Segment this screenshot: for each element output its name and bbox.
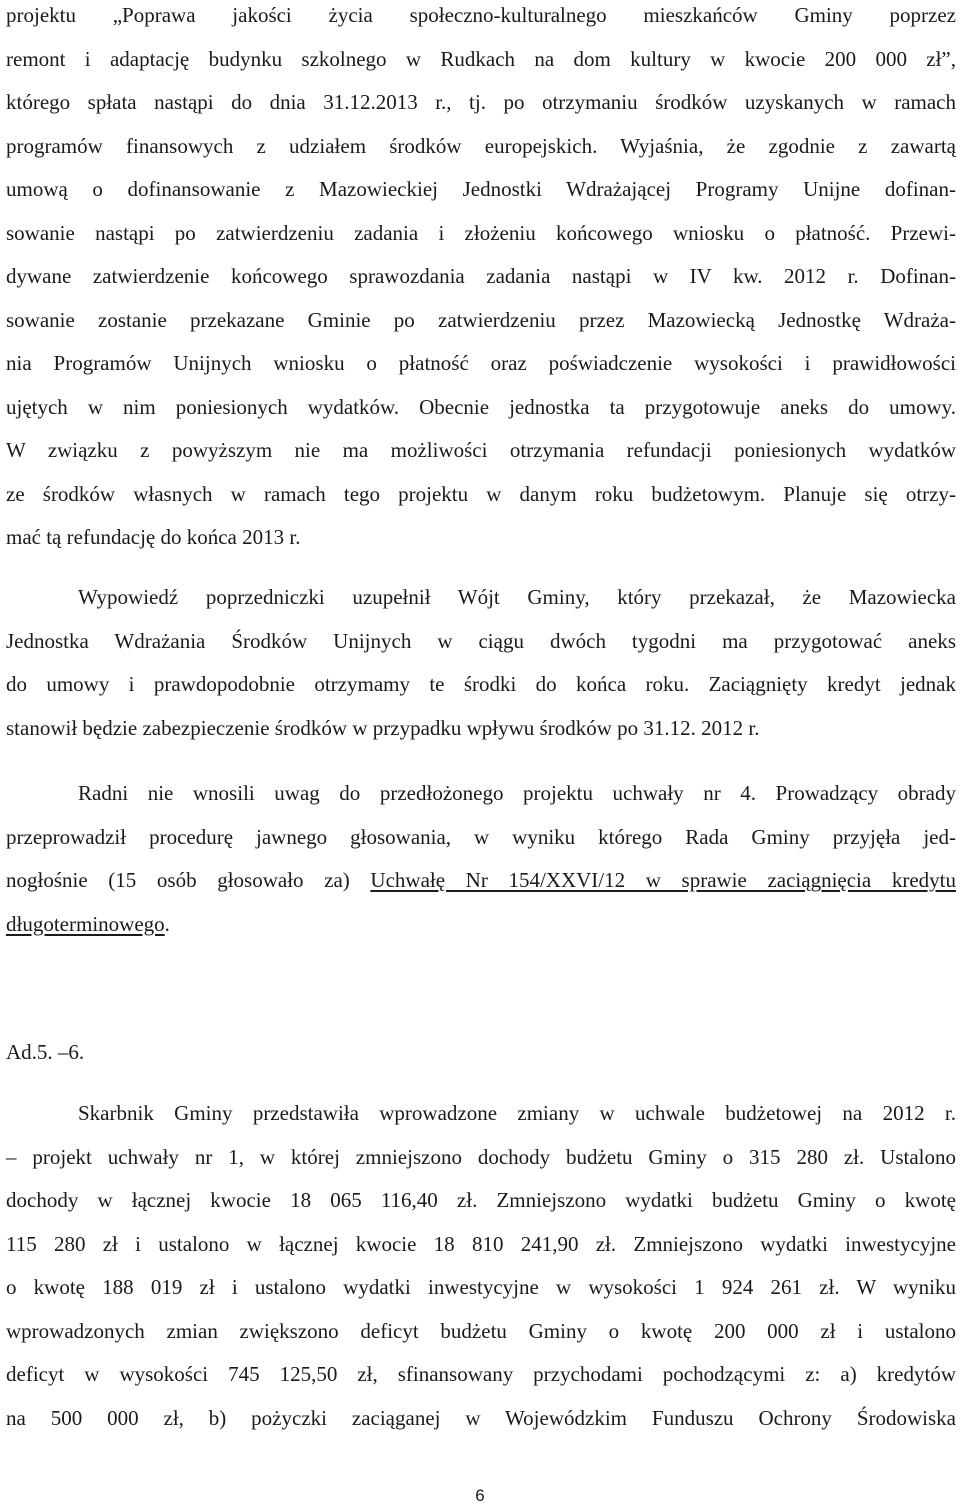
resolution-reference-continued: długoterminowego [6, 911, 165, 936]
text-line: sowanie zostanie przekazane Gminie po zatwierdzeniu przez Mazowiecką Jednostkę Wdraża- [6, 307, 956, 332]
text-line: – projekt uchwały nr 1, w której zmniejszono dochody budżetu Gminy o 315 280 zł. Ustalono [6, 1144, 956, 1169]
text-line: którego spłata nastąpi do dnia 31.12.2013 r., tj. po otrzymaniu środków uzyskanych w ramach [6, 90, 956, 114]
text-line: do umowy i prawdopodobnie otrzymamy te środki do końca roku. Zaciągnięty kredyt jednak [6, 672, 956, 696]
resolution-reference: Uchwałę Nr 154/XXVI/12 w sprawie zaciągnięcia kredytu [370, 868, 956, 892]
paragraph-loan-repayment [6, 0, 956, 560]
text-line [6, 903, 956, 947]
text-line: 115 280 zł i ustalono w łącznej kwocie 18 810 241,90 zł. Zmniejszono wydatki inwestycyjne [6, 1231, 956, 1256]
text-line: ujętych w nim poniesionych wydatków. Obecnie jednostka ta przygotowuje aneks do umowy. [6, 394, 956, 419]
text-line: dywane zatwierdzenie końcowego sprawozdania zadania nastąpi w IV kw. 2012 r. Dofinan- [6, 264, 956, 288]
text-fragment: nogłośnie (15 osób głosowało za) [6, 868, 371, 892]
text-line: przeprowadził procedurę jawnego głosowania, w wyniku którego Rada Gminy przyjęła jed- [6, 824, 956, 849]
text-line: wprowadzonych zmian zwiększono deficyt budżetu Gminy o kwotę 200 000 zł i ustalono [6, 1318, 956, 1343]
paragraph-budget-changes [6, 1092, 956, 1440]
text-line: deficyt w wysokości 745 125,50 zł, sfinansowany przychodami pochodzącymi z: a) kredytów [6, 1362, 956, 1386]
text-line: Wypowiedź poprzedniczki uzupełnił Wójt Gminy, który przekazał, że Mazowiecka [78, 585, 956, 609]
paragraph-resolution-vote [6, 772, 956, 946]
text-line: W związku z powyższym nie ma możliwości otrzymania refundacji poniesionych wydatków [6, 438, 956, 462]
page-number: 6 [475, 1486, 485, 1505]
text-line: Jednostka Wdrażania Środków Unijnych w ciągu dwóch tygodni ma przygotować aneks [6, 628, 956, 653]
text-line: mać tą refundację do końca 2013 r. [6, 525, 301, 549]
text-line: Skarbnik Gminy przedstawiła wprowadzone zmiany w uchwale budżetowej na 2012 r. [78, 1101, 956, 1125]
text-line: umową o dofinansowanie z Mazowieckiej Jednostki Wdrażającej Programy Unijne dofinan- [6, 177, 956, 201]
text-line: na 500 000 zł, b) pożyczki zaciąganej w Wojewódzkim Funduszu Ochrony Środowiska [6, 1405, 956, 1430]
text-line: projektu „Poprawa jakości życia społeczno-kulturalnego mieszkańców Gminy poprzez [6, 3, 956, 27]
text-line: ze środków własnych w ramach tego projektu w danym roku budżetowym. Planuje się otrzy- [6, 481, 956, 506]
text-line: nia Programów Unijnych wniosku o płatność oraz poświadczenie wysokości i prawidłowości [6, 351, 956, 375]
text-line: o kwotę 188 019 zł i ustalono wydatki inwestycyjne w wysokości 1 924 261 zł. W wyniku [6, 1275, 956, 1299]
text-line: sowanie nastąpi po zatwierdzeniu zadania i złożeniu końcowego wniosku o płatność. Przewi- [6, 220, 956, 245]
text-line: dochody w łącznej kwocie 18 065 116,40 zł. Zmniejszono wydatki budżetu Gminy o kwotę [6, 1188, 956, 1212]
text-line [6, 859, 956, 903]
text-line: Radni nie wnosili uwag do przedłożonego projektu uchwały nr 4. Prowadzący obrady [78, 781, 956, 805]
text-fragment: . [164, 911, 170, 936]
paragraph-mayor-statement [6, 576, 956, 750]
text-line: programów finansowych z udziałem środków europejskich. Wyjaśnia, że zgodnie z zawartą [6, 133, 956, 158]
section-heading: Ad.5. –6. [6, 1040, 85, 1064]
text-line: remont i adaptację budynku szkolnego w Rudkach na dom kultury w kwocie 200 000 zł”, [6, 46, 956, 71]
text-line: stanowił będzie zabezpieczenie środków w przypadku wpływu środków po 31.12. 2012 r. [6, 715, 760, 740]
